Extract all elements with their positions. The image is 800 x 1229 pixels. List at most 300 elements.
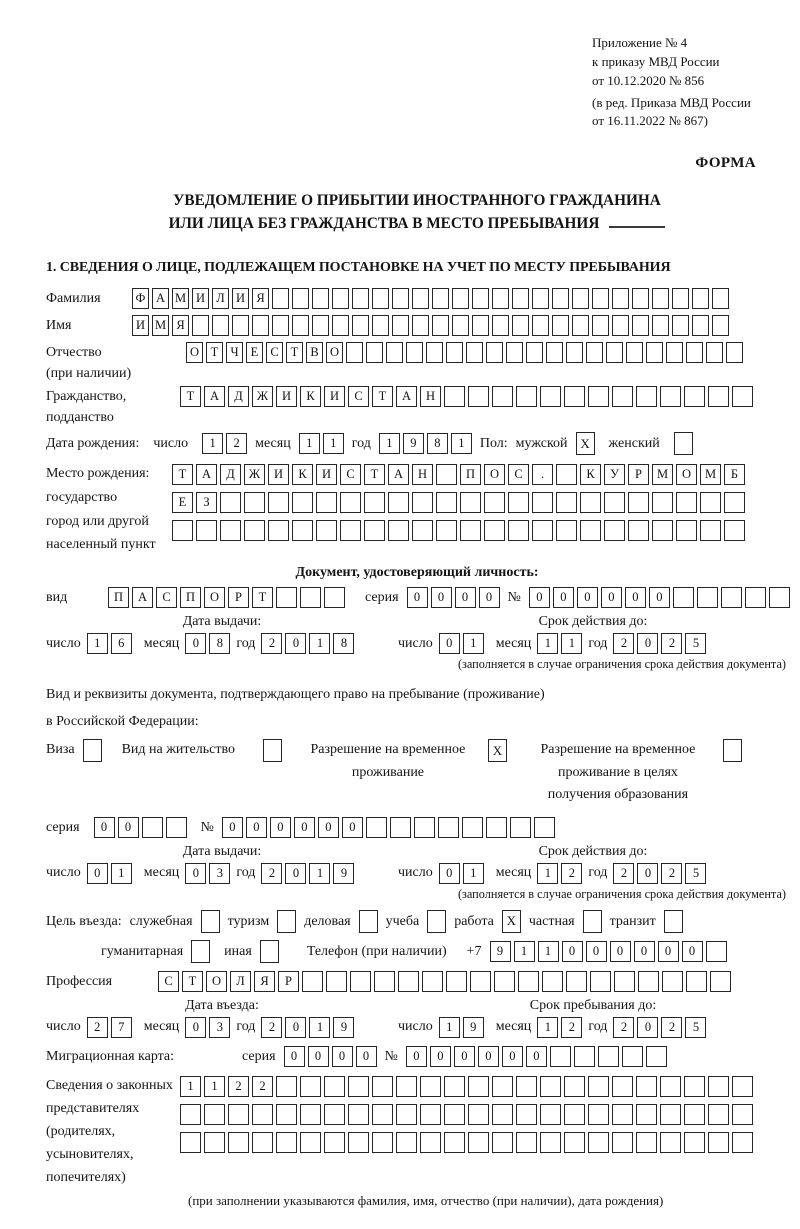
char-box[interactable] [769, 587, 790, 608]
char-box[interactable]: 0 [246, 817, 267, 838]
char-box[interactable]: 0 [270, 817, 291, 838]
char-box[interactable] [598, 1046, 619, 1067]
char-box[interactable] [712, 315, 729, 336]
char-box[interactable] [324, 1104, 345, 1125]
char-box[interactable] [386, 342, 403, 363]
char-box[interactable]: С [348, 386, 369, 407]
char-box[interactable] [564, 1076, 585, 1097]
char-box[interactable] [292, 520, 313, 541]
char-box[interactable]: Р [228, 587, 249, 608]
char-box[interactable] [350, 971, 371, 992]
char-box[interactable] [332, 315, 349, 336]
char-box[interactable]: С [266, 342, 283, 363]
char-box[interactable]: 0 [87, 863, 108, 884]
char-box[interactable] [272, 288, 289, 309]
char-box[interactable]: Я [252, 288, 269, 309]
char-box[interactable] [673, 587, 694, 608]
char-box[interactable]: Е [172, 492, 193, 513]
char-box[interactable] [646, 1046, 667, 1067]
char-box[interactable] [550, 1046, 571, 1067]
char-box[interactable]: 2 [261, 863, 282, 884]
char-box[interactable] [516, 386, 537, 407]
char-box[interactable]: 0 [637, 633, 658, 654]
char-box[interactable] [580, 492, 601, 513]
char-box[interactable] [300, 587, 321, 608]
char-box[interactable]: Л [230, 971, 251, 992]
char-box[interactable] [316, 520, 337, 541]
char-box[interactable]: 1 [309, 863, 330, 884]
char-box[interactable]: 9 [333, 863, 354, 884]
char-box[interactable]: Т [372, 386, 393, 407]
char-box[interactable] [412, 288, 429, 309]
char-box[interactable]: 2 [261, 1017, 282, 1038]
char-box[interactable] [452, 315, 469, 336]
char-box[interactable]: 0 [285, 863, 306, 884]
sex-female-checkbox[interactable] [674, 432, 693, 455]
char-box[interactable] [372, 1076, 393, 1097]
char-box[interactable] [710, 971, 731, 992]
char-box[interactable]: 1 [204, 1076, 225, 1097]
char-box[interactable] [542, 971, 563, 992]
char-box[interactable]: 9 [490, 941, 511, 962]
char-box[interactable] [412, 315, 429, 336]
char-box[interactable] [472, 288, 489, 309]
char-box[interactable]: 0 [649, 587, 670, 608]
char-box[interactable]: 3 [209, 1017, 230, 1038]
char-box[interactable]: Н [420, 386, 441, 407]
char-box[interactable] [372, 1104, 393, 1125]
char-box[interactable]: И [232, 288, 249, 309]
char-box[interactable] [412, 492, 433, 513]
char-box[interactable]: Б [724, 464, 745, 485]
char-box[interactable] [468, 386, 489, 407]
char-box[interactable]: Т [206, 342, 223, 363]
char-box[interactable] [412, 520, 433, 541]
char-box[interactable] [392, 288, 409, 309]
char-box[interactable] [592, 288, 609, 309]
char-box[interactable] [732, 1132, 753, 1153]
char-box[interactable]: А [396, 386, 417, 407]
char-box[interactable] [300, 1132, 321, 1153]
char-box[interactable] [438, 817, 459, 838]
char-box[interactable]: 5 [685, 1017, 706, 1038]
char-box[interactable]: И [276, 386, 297, 407]
char-box[interactable]: Ф [132, 288, 149, 309]
char-box[interactable] [622, 1046, 643, 1067]
char-box[interactable]: 1 [537, 1017, 558, 1038]
char-box[interactable] [492, 315, 509, 336]
char-box[interactable]: Д [220, 464, 241, 485]
char-box[interactable]: 5 [685, 633, 706, 654]
purpose-work-checkbox[interactable]: X [502, 910, 521, 933]
char-box[interactable]: 1 [537, 633, 558, 654]
char-box[interactable] [462, 817, 483, 838]
char-box[interactable]: 8 [209, 633, 230, 654]
char-box[interactable] [252, 1132, 273, 1153]
char-box[interactable] [252, 1104, 273, 1125]
char-box[interactable] [532, 315, 549, 336]
char-box[interactable] [484, 492, 505, 513]
char-box[interactable]: 0 [118, 817, 139, 838]
char-box[interactable] [220, 492, 241, 513]
char-box[interactable] [564, 1104, 585, 1125]
char-box[interactable] [506, 342, 523, 363]
char-box[interactable]: И [324, 386, 345, 407]
char-box[interactable] [526, 342, 543, 363]
char-box[interactable]: Т [364, 464, 385, 485]
char-box[interactable]: 0 [625, 587, 646, 608]
char-box[interactable]: С [156, 587, 177, 608]
purpose-study-checkbox[interactable] [427, 910, 446, 933]
char-box[interactable] [292, 492, 313, 513]
char-box[interactable] [272, 315, 289, 336]
char-box[interactable]: И [192, 288, 209, 309]
char-box[interactable]: 2 [226, 433, 247, 454]
char-box[interactable] [398, 971, 419, 992]
char-box[interactable] [366, 817, 387, 838]
char-box[interactable] [636, 1076, 657, 1097]
char-box[interactable]: Я [254, 971, 275, 992]
char-box[interactable]: 6 [111, 633, 132, 654]
char-box[interactable] [612, 1076, 633, 1097]
char-box[interactable]: 7 [111, 1017, 132, 1038]
char-box[interactable] [660, 386, 681, 407]
char-box[interactable] [346, 342, 363, 363]
char-box[interactable]: Т [286, 342, 303, 363]
char-box[interactable] [697, 587, 718, 608]
char-box[interactable]: К [292, 464, 313, 485]
char-box[interactable] [244, 520, 265, 541]
char-box[interactable] [232, 315, 249, 336]
char-box[interactable] [324, 587, 345, 608]
char-box[interactable] [686, 342, 703, 363]
char-box[interactable] [534, 817, 555, 838]
char-box[interactable]: 0 [478, 1046, 499, 1067]
purpose-transit-checkbox[interactable] [664, 910, 683, 933]
char-box[interactable] [414, 817, 435, 838]
char-box[interactable]: 0 [431, 587, 452, 608]
char-box[interactable] [636, 1132, 657, 1153]
char-box[interactable]: 0 [479, 587, 500, 608]
purpose-tourism-checkbox[interactable] [277, 910, 296, 933]
char-box[interactable] [422, 971, 443, 992]
char-box[interactable]: 0 [308, 1046, 329, 1067]
char-box[interactable]: Ч [226, 342, 243, 363]
char-box[interactable] [436, 464, 457, 485]
char-box[interactable] [316, 492, 337, 513]
char-box[interactable] [652, 288, 669, 309]
char-box[interactable]: 0 [342, 817, 363, 838]
char-box[interactable] [612, 288, 629, 309]
char-box[interactable] [512, 288, 529, 309]
char-box[interactable]: 1 [463, 633, 484, 654]
char-box[interactable] [460, 492, 481, 513]
char-box[interactable]: 0 [284, 1046, 305, 1067]
char-box[interactable] [432, 288, 449, 309]
char-box[interactable] [388, 520, 409, 541]
char-box[interactable]: Е [246, 342, 263, 363]
char-box[interactable] [666, 342, 683, 363]
char-box[interactable] [660, 1132, 681, 1153]
char-box[interactable] [364, 520, 385, 541]
char-box[interactable] [268, 492, 289, 513]
sex-male-checkbox[interactable]: X [576, 432, 595, 455]
char-box[interactable]: О [186, 342, 203, 363]
char-box[interactable]: 0 [610, 941, 631, 962]
char-box[interactable] [204, 1104, 225, 1125]
char-box[interactable] [372, 288, 389, 309]
visa-checkbox[interactable] [83, 739, 102, 762]
char-box[interactable] [172, 520, 193, 541]
char-box[interactable]: 2 [252, 1076, 273, 1097]
char-box[interactable] [348, 1132, 369, 1153]
char-box[interactable]: 0 [454, 1046, 475, 1067]
char-box[interactable] [580, 520, 601, 541]
char-box[interactable]: У [604, 464, 625, 485]
char-box[interactable] [508, 492, 529, 513]
char-box[interactable] [708, 1104, 729, 1125]
char-box[interactable] [692, 315, 709, 336]
char-box[interactable] [388, 492, 409, 513]
char-box[interactable] [632, 288, 649, 309]
char-box[interactable] [444, 1076, 465, 1097]
char-box[interactable]: 1 [537, 863, 558, 884]
char-box[interactable] [588, 1132, 609, 1153]
char-box[interactable] [684, 1076, 705, 1097]
char-box[interactable]: А [132, 587, 153, 608]
char-box[interactable]: 0 [94, 817, 115, 838]
char-box[interactable] [276, 1104, 297, 1125]
char-box[interactable] [372, 315, 389, 336]
char-box[interactable]: 2 [87, 1017, 108, 1038]
char-box[interactable] [574, 1046, 595, 1067]
char-box[interactable]: Ж [244, 464, 265, 485]
char-box[interactable]: 2 [261, 633, 282, 654]
char-box[interactable]: 1 [309, 1017, 330, 1038]
char-box[interactable]: 1 [180, 1076, 201, 1097]
char-box[interactable]: З [196, 492, 217, 513]
char-box[interactable] [540, 1132, 561, 1153]
char-box[interactable] [228, 1104, 249, 1125]
char-box[interactable] [686, 971, 707, 992]
char-box[interactable] [662, 971, 683, 992]
char-box[interactable] [684, 386, 705, 407]
char-box[interactable] [556, 464, 577, 485]
char-box[interactable] [366, 342, 383, 363]
char-box[interactable]: Ж [252, 386, 273, 407]
char-box[interactable] [372, 1132, 393, 1153]
char-box[interactable] [745, 587, 766, 608]
char-box[interactable] [312, 315, 329, 336]
char-box[interactable] [292, 288, 309, 309]
char-box[interactable] [604, 520, 625, 541]
char-box[interactable] [180, 1132, 201, 1153]
char-box[interactable] [532, 288, 549, 309]
char-box[interactable] [460, 520, 481, 541]
char-box[interactable]: 0 [285, 1017, 306, 1038]
char-box[interactable] [196, 520, 217, 541]
char-box[interactable]: 9 [463, 1017, 484, 1038]
char-box[interactable]: 0 [185, 633, 206, 654]
char-box[interactable] [444, 1104, 465, 1125]
char-box[interactable] [436, 520, 457, 541]
char-box[interactable]: 0 [294, 817, 315, 838]
char-box[interactable]: М [172, 288, 189, 309]
char-box[interactable] [700, 520, 721, 541]
char-box[interactable] [468, 1104, 489, 1125]
char-box[interactable] [588, 1104, 609, 1125]
purpose-other-checkbox[interactable] [260, 940, 279, 963]
char-box[interactable] [672, 288, 689, 309]
char-box[interactable] [492, 288, 509, 309]
char-box[interactable] [606, 342, 623, 363]
char-box[interactable]: 1 [202, 433, 223, 454]
char-box[interactable] [420, 1132, 441, 1153]
char-box[interactable]: 1 [379, 433, 400, 454]
char-box[interactable]: Н [412, 464, 433, 485]
char-box[interactable] [684, 1104, 705, 1125]
char-box[interactable] [546, 342, 563, 363]
char-box[interactable] [492, 1132, 513, 1153]
char-box[interactable] [300, 1076, 321, 1097]
char-box[interactable]: 0 [185, 1017, 206, 1038]
char-box[interactable] [632, 315, 649, 336]
char-box[interactable]: В [306, 342, 323, 363]
char-box[interactable] [392, 315, 409, 336]
char-box[interactable]: Л [212, 288, 229, 309]
char-box[interactable]: 1 [451, 433, 472, 454]
char-box[interactable] [166, 817, 187, 838]
char-box[interactable] [228, 1132, 249, 1153]
char-box[interactable]: 0 [439, 863, 460, 884]
char-box[interactable] [652, 315, 669, 336]
char-box[interactable] [486, 817, 507, 838]
char-box[interactable] [660, 1104, 681, 1125]
char-box[interactable]: 2 [228, 1076, 249, 1097]
char-box[interactable]: А [152, 288, 169, 309]
char-box[interactable]: Т [182, 971, 203, 992]
char-box[interactable]: 1 [309, 633, 330, 654]
char-box[interactable] [446, 971, 467, 992]
char-box[interactable] [324, 1076, 345, 1097]
char-box[interactable] [396, 1132, 417, 1153]
char-box[interactable]: М [700, 464, 721, 485]
char-box[interactable]: 0 [637, 1017, 658, 1038]
char-box[interactable] [604, 492, 625, 513]
char-box[interactable]: С [158, 971, 179, 992]
char-box[interactable] [406, 342, 423, 363]
char-box[interactable] [252, 315, 269, 336]
char-box[interactable]: А [388, 464, 409, 485]
char-box[interactable]: 0 [430, 1046, 451, 1067]
char-box[interactable] [512, 315, 529, 336]
char-box[interactable] [721, 587, 742, 608]
char-box[interactable] [676, 520, 697, 541]
char-box[interactable] [436, 492, 457, 513]
char-box[interactable] [652, 492, 673, 513]
char-box[interactable] [142, 817, 163, 838]
purpose-private-checkbox[interactable] [583, 910, 602, 933]
char-box[interactable] [324, 1132, 345, 1153]
char-box[interactable]: П [180, 587, 201, 608]
char-box[interactable] [180, 1104, 201, 1125]
char-box[interactable] [592, 315, 609, 336]
char-box[interactable]: 1 [538, 941, 559, 962]
char-box[interactable]: 0 [562, 941, 583, 962]
char-box[interactable]: 3 [209, 863, 230, 884]
char-box[interactable] [628, 520, 649, 541]
char-box[interactable]: 2 [613, 633, 634, 654]
char-box[interactable] [638, 971, 659, 992]
char-box[interactable] [348, 1076, 369, 1097]
char-box[interactable] [468, 1076, 489, 1097]
char-box[interactable] [312, 288, 329, 309]
char-box[interactable] [486, 342, 503, 363]
char-box[interactable]: 0 [577, 587, 598, 608]
temp-permit-checkbox[interactable]: X [488, 739, 507, 762]
purpose-humanitarian-checkbox[interactable] [191, 940, 210, 963]
char-box[interactable]: 9 [403, 433, 424, 454]
char-box[interactable] [626, 342, 643, 363]
char-box[interactable]: П [460, 464, 481, 485]
char-box[interactable] [352, 288, 369, 309]
char-box[interactable] [724, 520, 745, 541]
char-box[interactable]: 1 [299, 433, 320, 454]
char-box[interactable] [244, 492, 265, 513]
char-box[interactable]: 5 [685, 863, 706, 884]
char-box[interactable] [612, 386, 633, 407]
char-box[interactable] [426, 342, 443, 363]
char-box[interactable]: 0 [637, 863, 658, 884]
char-box[interactable]: 2 [613, 1017, 634, 1038]
char-box[interactable]: 1 [111, 863, 132, 884]
char-box[interactable] [444, 386, 465, 407]
char-box[interactable] [374, 971, 395, 992]
char-box[interactable]: 8 [333, 633, 354, 654]
char-box[interactable] [340, 492, 361, 513]
char-box[interactable]: 2 [561, 1017, 582, 1038]
char-box[interactable] [684, 1132, 705, 1153]
char-box[interactable] [732, 1104, 753, 1125]
char-box[interactable]: 2 [661, 633, 682, 654]
char-box[interactable] [212, 315, 229, 336]
char-box[interactable]: 0 [222, 817, 243, 838]
char-box[interactable] [614, 971, 635, 992]
char-box[interactable] [468, 1132, 489, 1153]
char-box[interactable] [390, 817, 411, 838]
char-box[interactable] [572, 288, 589, 309]
char-box[interactable] [556, 520, 577, 541]
char-box[interactable] [472, 315, 489, 336]
char-box[interactable] [708, 1076, 729, 1097]
char-box[interactable]: А [204, 386, 225, 407]
char-box[interactable] [276, 587, 297, 608]
char-box[interactable]: И [268, 464, 289, 485]
char-box[interactable] [276, 1076, 297, 1097]
char-box[interactable] [564, 386, 585, 407]
char-box[interactable] [572, 315, 589, 336]
char-box[interactable] [732, 386, 753, 407]
char-box[interactable]: О [484, 464, 505, 485]
char-box[interactable] [590, 971, 611, 992]
char-box[interactable] [516, 1076, 537, 1097]
char-box[interactable] [708, 1132, 729, 1153]
char-box[interactable]: 0 [455, 587, 476, 608]
char-box[interactable] [268, 520, 289, 541]
char-box[interactable] [552, 288, 569, 309]
char-box[interactable]: Р [278, 971, 299, 992]
char-box[interactable] [516, 1104, 537, 1125]
